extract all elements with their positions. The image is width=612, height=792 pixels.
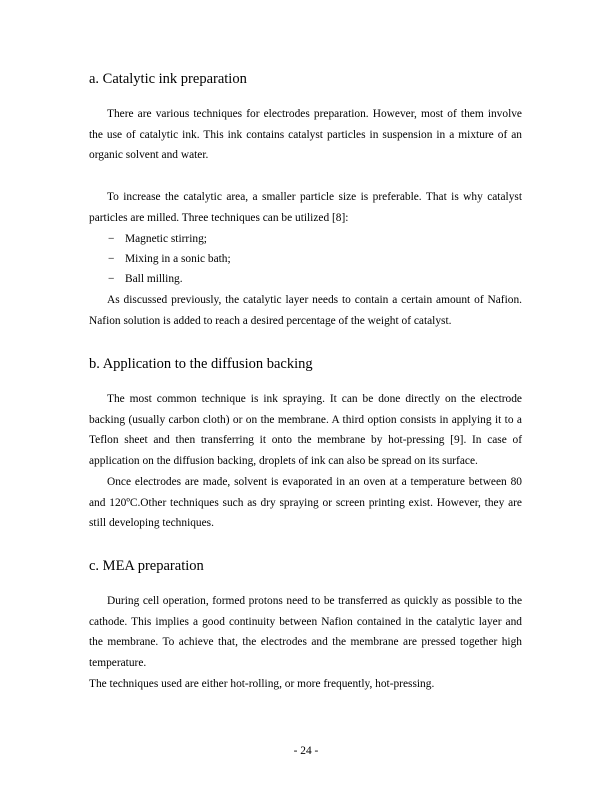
list-item-text: Ball milling.: [125, 273, 183, 285]
page-number: - 24 -: [293, 745, 319, 757]
bullet-dash: −: [108, 253, 115, 265]
paragraph-nafion: As discussed previously, the catalytic layer needs to contain a certain amount of Nafion. Nafion solution is added to reach a desired percentage of the weight of catalyst.: [89, 294, 522, 327]
section-heading-diffusion-backing: b. Application to the diffusion backing: [89, 356, 313, 372]
paragraph-cell-operation: During cell operation, formed protons need to be transferred as quickly as possible to the cathode. This implies a good continuity between Nafion contained in the catalytic layer and the membrane. To achieve that, the electrodes and the membrane are pressed together high temperature.: [89, 595, 522, 669]
paragraph-particle-size: To increase the catalytic area, a smaller particle size is preferable. That is why catalyst particles are milled. Three techniques can be utilized [8]:: [89, 191, 522, 224]
paragraph-ink-spraying: The most common technique is ink spraying. It can be done directly on the electrode backing (usually carbon cloth) or on the membrane. A third option consists in applying it to a Teflon sheet and then transferring it onto the membrane by hot-pressing [9]. In case of application on the diffusion backing, droplets of ink can also be spread on its surface.: [89, 393, 522, 467]
list-item-text: Magnetic stirring;: [125, 233, 207, 245]
bullet-dash: −: [108, 233, 115, 245]
list-item: [108, 249, 508, 269]
list-item: [108, 229, 508, 249]
milling-techniques-list: [108, 229, 508, 289]
section-heading-catalytic-ink: a. Catalytic ink preparation: [89, 71, 247, 87]
paragraph-oven-drying: Once electrodes are made, solvent is evaporated in an oven at a temperature between 80 and 120ºC.Other techniques such as dry spraying or screen printing exist. However, they are still developing techniques.: [89, 476, 522, 529]
list-item: [108, 269, 508, 289]
bullet-dash: −: [108, 273, 115, 285]
section-heading-mea-preparation: c. MEA preparation: [89, 558, 204, 574]
paragraph-hot-pressing: The techniques used are either hot-rolling, or more frequently, hot-pressing.: [89, 678, 435, 690]
list-item-text: Mixing in a sonic bath;: [125, 253, 231, 265]
paragraph-techniques-intro: There are various techniques for electrodes preparation. However, most of them involve the use of catalytic ink. This ink contains catalyst particles in suspension in a mixture of an organic solvent and water.: [89, 108, 522, 161]
